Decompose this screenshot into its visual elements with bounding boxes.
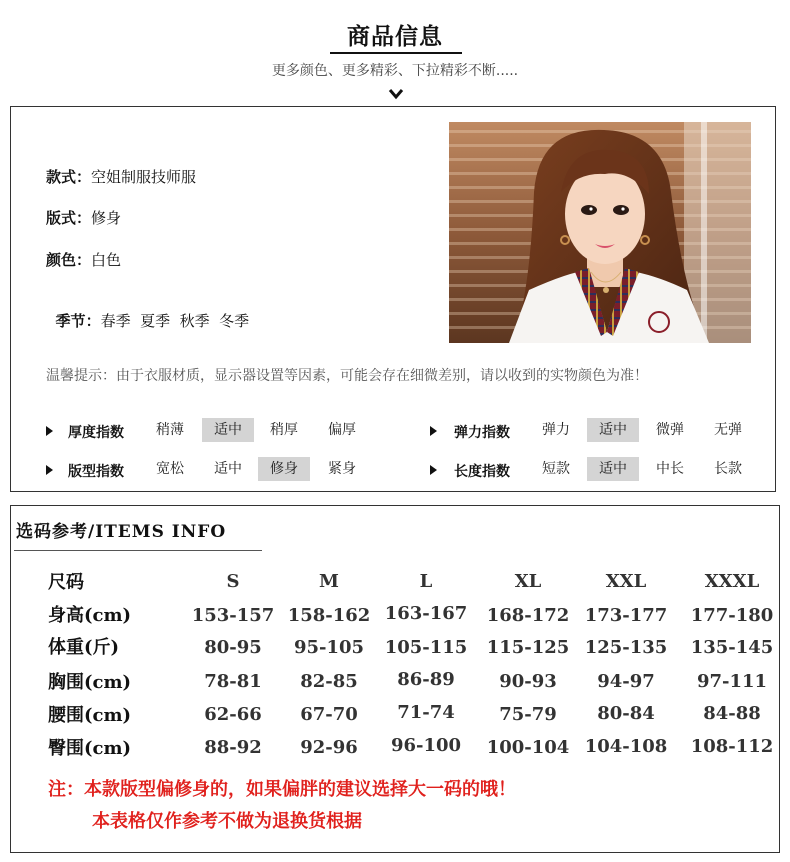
triangle-right-icon bbox=[430, 426, 437, 436]
index-option: 偏厚 bbox=[328, 422, 356, 438]
size-cell: 92-96 bbox=[300, 737, 358, 758]
index-elasticity bbox=[430, 418, 760, 444]
index-option: 长款 bbox=[714, 461, 742, 477]
index-option: 宽松 bbox=[156, 461, 184, 477]
size-cell: 177-180 bbox=[690, 605, 774, 626]
index-option: 适中 bbox=[214, 461, 242, 477]
index-option: 紧身 bbox=[328, 461, 356, 477]
attr-style: 款式：空姐制服技师服 bbox=[46, 168, 197, 186]
size-cell: 153-157 bbox=[191, 605, 275, 626]
size-disclaimer-note: 本表格仅作参考不做为退换货根据 bbox=[92, 811, 362, 832]
size-cell: 62-66 bbox=[204, 704, 262, 725]
product-photo bbox=[449, 122, 751, 343]
size-cell: 168-172 bbox=[486, 605, 570, 626]
index-option-selected: 适中 bbox=[202, 418, 254, 442]
attr-color: 颜色：白色 bbox=[46, 251, 122, 269]
triangle-right-icon bbox=[46, 465, 53, 475]
size-col-header: XXXL bbox=[704, 571, 760, 592]
size-cell: 95-105 bbox=[293, 637, 365, 658]
size-title-underline bbox=[14, 550, 262, 551]
size-cell: 84-88 bbox=[703, 703, 761, 724]
index-label: 弹力指数 bbox=[454, 425, 510, 441]
index-option: 无弹 bbox=[714, 422, 742, 438]
size-cell: 163-167 bbox=[384, 603, 468, 624]
size-cell: 82-85 bbox=[300, 671, 358, 692]
size-cell: 115-125 bbox=[486, 637, 570, 658]
size-cell: 100-104 bbox=[486, 737, 570, 758]
index-length bbox=[430, 457, 760, 483]
index-option: 稍薄 bbox=[156, 422, 184, 438]
index-label: 版型指数 bbox=[68, 464, 124, 480]
size-warning-note: 注：本款版型偏修身的，如果偏胖的建议选择大一码的哦！ bbox=[48, 779, 516, 800]
triangle-right-icon bbox=[430, 465, 437, 475]
size-cell: 158-162 bbox=[287, 605, 371, 626]
section-subtitle: 更多颜色、更多精彩、下拉精彩不断..... bbox=[271, 63, 519, 79]
size-header-label: 尺码 bbox=[48, 572, 84, 593]
size-cell: 75-79 bbox=[499, 704, 557, 725]
size-cell: 90-93 bbox=[499, 671, 557, 692]
title-underline bbox=[330, 52, 462, 54]
size-col-header: XL bbox=[514, 571, 542, 592]
chevron-down-icon bbox=[388, 87, 404, 101]
attr-season: 季节：春季 夏季 秋季 冬季 bbox=[55, 312, 250, 330]
size-cell: 67-70 bbox=[300, 704, 358, 725]
index-option: 稍厚 bbox=[270, 422, 298, 438]
size-cell: 173-177 bbox=[584, 605, 668, 626]
attr-fit: 版式：修身 bbox=[46, 209, 122, 227]
size-cell: 86-89 bbox=[397, 669, 455, 690]
size-cell: 105-115 bbox=[384, 637, 468, 658]
color-disclaimer-note: 温馨提示：由于衣服材质，显示器设置等因素，可能会存在细微差别，请以收到的实物颜色为准！ bbox=[46, 368, 648, 384]
size-cell: 80-95 bbox=[204, 637, 262, 658]
triangle-right-icon bbox=[46, 426, 53, 436]
index-option-selected: 修身 bbox=[258, 457, 310, 481]
size-row-label: 腰围(cm) bbox=[48, 705, 132, 726]
size-cell: 97-111 bbox=[696, 671, 768, 692]
index-option-selected: 适中 bbox=[587, 457, 639, 481]
size-cell: 135-145 bbox=[690, 637, 774, 658]
size-row-label: 身高(cm) bbox=[48, 605, 132, 626]
size-cell: 96-100 bbox=[390, 735, 462, 756]
size-row-label: 臀围(cm) bbox=[48, 738, 132, 759]
index-option: 中长 bbox=[656, 461, 684, 477]
index-thickness bbox=[46, 418, 376, 444]
index-label: 长度指数 bbox=[454, 464, 510, 480]
size-col-header: L bbox=[419, 571, 433, 592]
size-col-header: M bbox=[319, 571, 339, 592]
size-cell: 108-112 bbox=[690, 736, 774, 757]
size-cell: 71-74 bbox=[397, 702, 455, 723]
index-option: 短款 bbox=[542, 461, 570, 477]
size-cell: 104-108 bbox=[584, 736, 668, 757]
index-option-selected: 适中 bbox=[587, 418, 639, 442]
index-option: 微弹 bbox=[656, 422, 684, 438]
index-option: 弹力 bbox=[542, 422, 570, 438]
size-col-header: XXL bbox=[605, 571, 647, 592]
size-col-header: S bbox=[226, 571, 240, 592]
size-cell: 88-92 bbox=[204, 737, 262, 758]
index-fit bbox=[46, 457, 376, 483]
index-label: 厚度指数 bbox=[68, 425, 124, 441]
size-chart-title: 选码参考/ITEMS INFO bbox=[16, 522, 227, 542]
size-row-label: 体重(斤) bbox=[48, 637, 120, 658]
size-cell: 80-84 bbox=[597, 703, 655, 724]
size-cell: 125-135 bbox=[584, 637, 668, 658]
section-title: 商品信息 bbox=[347, 24, 443, 50]
size-row-label: 胸围(cm) bbox=[48, 672, 132, 693]
size-cell: 78-81 bbox=[204, 671, 262, 692]
size-cell: 94-97 bbox=[597, 671, 655, 692]
